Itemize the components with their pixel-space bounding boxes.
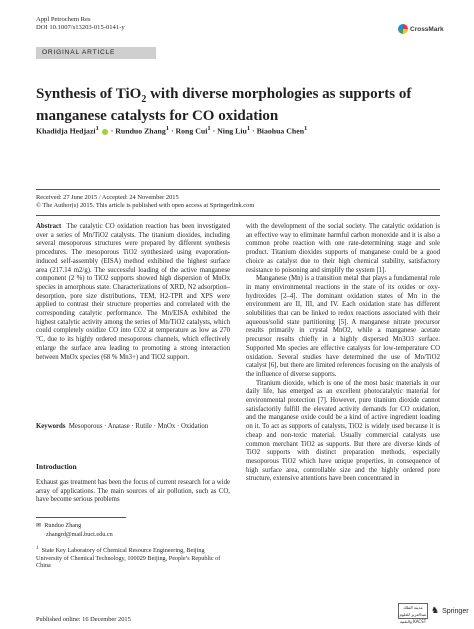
intro-text: Exhaust gas treatment has been the focus of current research for a wide array of applications. The main sources of air pollution, such as CO, have become serious problems: [36, 479, 230, 504]
article-type: ORIGINAL ARTICLE: [42, 49, 116, 56]
article-type-band: [36, 47, 156, 59]
publisher-logos: [398, 603, 469, 624]
section-heading: Introduction: [36, 462, 77, 471]
abstract-text: The catalytic CO oxidation reaction has been investigated over a series of Mn/TiO2 catalysts. The titanium dioxides, including several mesoporous structures were prepared by different synthesis procedures. The mesoporous TiO2 synthesized using evaporation-induced self-assembly (EISA) method exhibited the highest surface area (217.14 m2/g). The successful loading of the active manganese component (2 %) to TiO2 supports showed high dispersion of MnOx species in amorphous state. Characterizations of XRD, N2 adsorption–desorption, pore size distributions, TEM, H2-TPR and XPS were applied to contrast their structure properties and correlated with the corresponding catalytic performance. The Mn/EISA exhibited the highest catalytic activity among the series of Mn/TiO2 catalysts, which could completely oxidize CO into CO2 at temperature as low as 270 °C, due to its highly ordered mesoporous channels, which effectively enlarge the surface area leading to promoting a strong interaction between MnOx species (68 % Mn3+) and TiO2 support.: [36, 223, 231, 361]
author-name[interactable]: Khadidja Hedjazi: [36, 126, 96, 136]
paragraph: with the development of the social society. The catalytic oxidation is an effective way to eliminate harmful carbon monoxide and it is also a common probe reaction with one rate-determining stage and sole product. Titanium dioxides supports of manganese could be a good choice as catalyst due to their high chemical stability, satisfactory resistance to poisoning and simplify the system [1].: [246, 223, 440, 274]
journal-name: Appl Petrochem Res: [36, 16, 91, 23]
crossmark-label: CrossMark: [410, 25, 444, 33]
footnote-divider: [36, 517, 126, 518]
keywords: [36, 423, 230, 432]
author-name[interactable]: Rong Cui: [175, 126, 208, 136]
divider: [36, 215, 440, 216]
author-name[interactable]: Biaohua Chen: [256, 126, 305, 136]
affiliation: $^1$ State Key Laboratory of Chemical Resource Engineering, Beijing University of Chemical Technology, 100029 Beijing, People’s Republic of China: [36, 545, 221, 570]
email-link[interactable]: zhangrd@mail.buct.edu.cn: [46, 531, 113, 538]
crossmark-icon: [398, 24, 408, 34]
paragraph: Titanium dioxide, which is one of the most basic materials in our daily life, has emerged as an excellent photocatalytic material for environmental protection [7]. However, pure titanium dioxide cannot satisfactorily fulfill the elevated activity demands for CO oxidation, and the manganese oxide could be a kind of active ingredient loading on it. To act as supports of catalysts, TiO2 is widely used because it is cheap and non-toxic material. Usually commercial catalysts use common merchant TiO2 as supports. But there are diverse kinds of TiO2 supports with distinct preparation methods, especially mesoporous TiO2 which have unique properties, in consequence of high surface area, controllable size and the highly ordered pore structure, extensive attentions have been concentrated in: [246, 379, 440, 483]
abstract-label: Abstract: [36, 223, 62, 230]
abstract: [36, 223, 230, 362]
author-name[interactable]: Ning Liu: [217, 126, 247, 136]
paper-title: Synthesis of TiO$_2$ with diverse morphologies as supports of manganese catalysts for CO oxidation: [36, 86, 412, 124]
keywords-text: Mesoporous · Anatase · Rutile · MnOx · Oxidation: [68, 423, 209, 430]
springer-horse-icon: ♞: [431, 606, 440, 616]
author-name[interactable]: Runduo Zhang: [115, 126, 166, 136]
copyright-line: © The Author(s) 2015. This article is published with open access at Springerlink.com: [36, 202, 255, 209]
body-column-right: [246, 223, 440, 484]
keywords-label: Keywords: [36, 423, 66, 430]
crossmark-badge[interactable]: [398, 23, 452, 35]
corresponding-author: ✉ Runduo Zhang: [36, 522, 82, 529]
kacst-logo: مدينة الملك عبدالعزيز للعلوم والتقنية KACST: [399, 605, 427, 624]
orcid-icon[interactable]: [102, 129, 108, 135]
envelope-icon: ✉: [36, 522, 42, 529]
springer-label: Springer: [442, 607, 469, 615]
published-date: Published online: 16 December 2015: [36, 616, 131, 623]
doi[interactable]: DOI 10.1007/s13203-015-0141-y: [36, 24, 125, 31]
received-accepted: Received: 27 June 2015 / Accepted: 24 November 2015: [36, 194, 179, 201]
author-list: Khadidja Hedjazi$^1$ · Runduo Zhang$^1$ · Rong Cui$^1$ · Ning Liu$^1$ · Biaohua Chen$^1$: [36, 125, 308, 136]
paragraph: Manganese (Mn) is a transition metal that plays a fundamental role in many environmental reactions in the state of its oxides or oxy-hydroxides [2–4]. The dominant oxidation states of Mn in the environment are II, III, and IV. Each oxidation state has different solubilities that can be linked to redox reactions associated with their aqueous/solid state partitioning [5]. A manganese nitrate precursor results primarily in crystal MnO2, while a manganese acetate precursor results chiefly in a highly dispersed Mn3O3 surface. Supported Mn species are effective catalysts for low-temperature CO oxidation. Several studies have determined the use of Mn/TiO2 catalyst [6], but there are limited references focusing on the analysis of the influence of diverse supports.: [246, 275, 440, 378]
divider: [36, 189, 440, 190]
